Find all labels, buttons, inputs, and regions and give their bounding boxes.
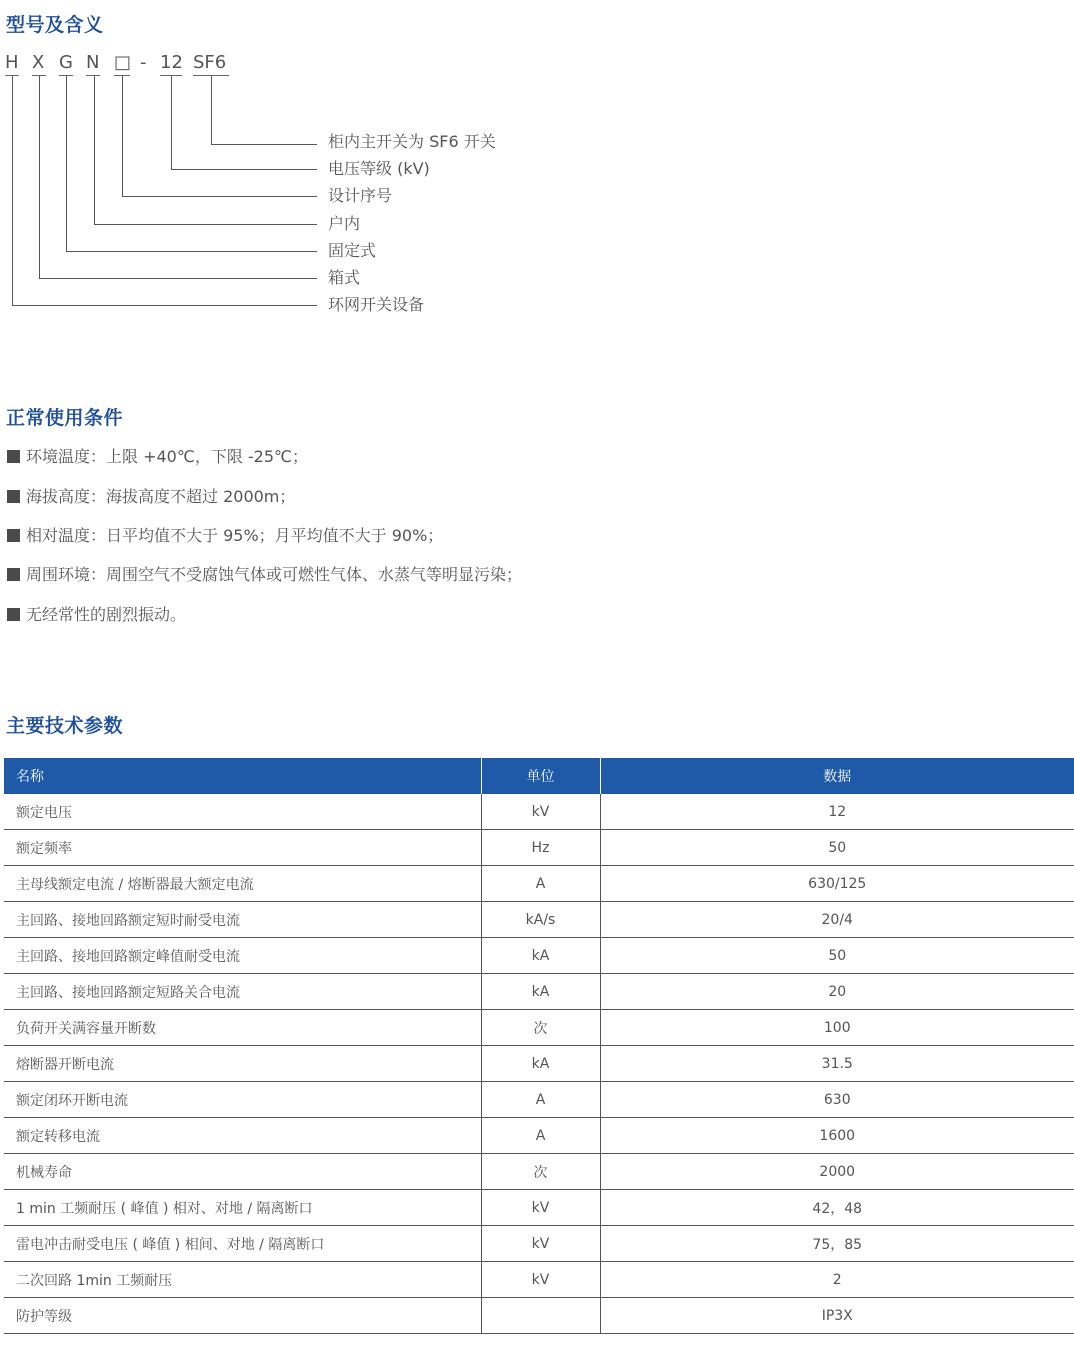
table-row	[4, 1118, 1074, 1154]
cell-unit: 次	[481, 1010, 600, 1046]
cell-unit: kV	[481, 1262, 600, 1298]
code-letter-dash: -	[140, 52, 147, 73]
model-code-diagram	[0, 48, 560, 328]
cell-unit: Hz	[481, 830, 600, 866]
cell-value: 31.5	[600, 1046, 1074, 1082]
cell-name: 主回路、接地回路额定短时耐受电流	[4, 902, 481, 938]
table-row	[4, 1010, 1074, 1046]
cell-name: 额定频率	[4, 830, 481, 866]
parameters-table	[4, 758, 1074, 1334]
header-name: 名称	[4, 758, 481, 794]
cell-value: 630/125	[600, 866, 1074, 902]
cell-name: 主回路、接地回路额定短路关合电流	[4, 974, 481, 1010]
cell-value: 100	[600, 1010, 1074, 1046]
cell-name: 熔断器开断电流	[4, 1046, 481, 1082]
condition-item: 环境温度：上限 +40℃，下限 -25℃；	[7, 446, 308, 468]
table-row	[4, 974, 1074, 1010]
cell-value: 50	[600, 938, 1074, 974]
cell-name: 主回路、接地回路额定峰值耐受电流	[4, 938, 481, 974]
header-unit: 单位	[481, 758, 600, 794]
cell-value: 1600	[600, 1118, 1074, 1154]
meaning-ring: 环网开关设备	[328, 295, 425, 314]
code-letter-h: H	[5, 52, 19, 73]
cell-unit: kA	[481, 1046, 600, 1082]
table-row	[4, 1298, 1074, 1334]
bullet-square-icon	[7, 450, 20, 463]
cell-value: IP3X	[600, 1298, 1074, 1334]
code-letter-12: 12	[160, 52, 183, 73]
cell-unit	[481, 1298, 600, 1334]
cell-name: 负荷开关满容量开断数	[4, 1010, 481, 1046]
cell-name: 额定转移电流	[4, 1118, 481, 1154]
condition-item: 海拔高度：海拔高度不超过 2000m；	[7, 486, 295, 508]
meaning-voltage: 电压等级 (kV)	[328, 159, 430, 178]
cell-value: 630	[600, 1082, 1074, 1118]
cell-name: 二次回路 1min 工频耐压	[4, 1262, 481, 1298]
bullet-square-icon	[7, 490, 20, 503]
table-row	[4, 1262, 1074, 1298]
table-row	[4, 1190, 1074, 1226]
meaning-box: 箱式	[328, 268, 361, 287]
code-letter-n: N	[86, 52, 100, 73]
table-row	[4, 1154, 1074, 1190]
cell-name: 额定闭环开断电流	[4, 1082, 481, 1118]
meaning-fixed: 固定式	[328, 241, 377, 260]
cell-value: 50	[600, 830, 1074, 866]
condition-item: 无经常性的剧烈振动。	[7, 604, 186, 626]
cell-value: 42，48	[600, 1190, 1074, 1226]
cell-value: 12	[600, 794, 1074, 830]
meaning-design: 设计序号	[328, 186, 393, 205]
cell-name: 雷电冲击耐受电压 ( 峰值 ) 相间、对地 / 隔离断口	[4, 1226, 481, 1262]
bullet-square-icon	[7, 529, 20, 542]
cell-unit: A	[481, 1082, 600, 1118]
model-section-title: 型号及含义	[6, 14, 104, 36]
bullet-square-icon	[7, 608, 20, 621]
header-value: 数据	[600, 758, 1074, 794]
cell-name: 主母线额定电流 / 熔断器最大额定电流	[4, 866, 481, 902]
cell-name: 额定电压	[4, 794, 481, 830]
table-header-row	[4, 758, 1074, 794]
table-row	[4, 1046, 1074, 1082]
conditions-section-title: 正常使用条件	[6, 407, 124, 429]
cell-value: 20/4	[600, 902, 1074, 938]
table-row	[4, 902, 1074, 938]
cell-value: 75，85	[600, 1226, 1074, 1262]
cell-value: 2	[600, 1262, 1074, 1298]
bullet-square-icon	[7, 568, 20, 581]
cell-unit: kV	[481, 1226, 600, 1262]
code-letter-x: X	[32, 52, 45, 73]
code-letter-box: □	[114, 52, 132, 73]
cell-unit: kA	[481, 974, 600, 1010]
table-row	[4, 1226, 1074, 1262]
cell-unit: kA	[481, 938, 600, 974]
meaning-sf6: 柜内主开关为 SF6 开关	[328, 132, 496, 151]
cell-unit: kV	[481, 794, 600, 830]
cell-unit: kA/s	[481, 902, 600, 938]
table-row	[4, 1082, 1074, 1118]
cell-unit: A	[481, 1118, 600, 1154]
cell-value: 2000	[600, 1154, 1074, 1190]
code-letter-g: G	[59, 52, 73, 73]
cell-name: 1 min 工频耐压 ( 峰值 ) 相对、对地 / 隔离断口	[4, 1190, 481, 1226]
table-row	[4, 830, 1074, 866]
condition-item: 相对温度：日平均值不大于 95%；月平均值不大于 90%；	[7, 525, 443, 547]
cell-unit: A	[481, 866, 600, 902]
table-row	[4, 866, 1074, 902]
cell-name: 机械寿命	[4, 1154, 481, 1190]
cell-unit: 次	[481, 1154, 600, 1190]
meaning-indoor: 户内	[328, 214, 361, 233]
cell-unit: kV	[481, 1190, 600, 1226]
table-row	[4, 938, 1074, 974]
condition-item: 周围环境：周围空气不受腐蚀气体或可燃性气体、水蒸气等明显污染；	[7, 564, 522, 586]
params-section-title: 主要技术参数	[6, 715, 124, 737]
cell-value: 20	[600, 974, 1074, 1010]
code-letter-sf6: SF6	[193, 52, 227, 73]
table-row	[4, 794, 1074, 830]
cell-name: 防护等级	[4, 1298, 481, 1334]
